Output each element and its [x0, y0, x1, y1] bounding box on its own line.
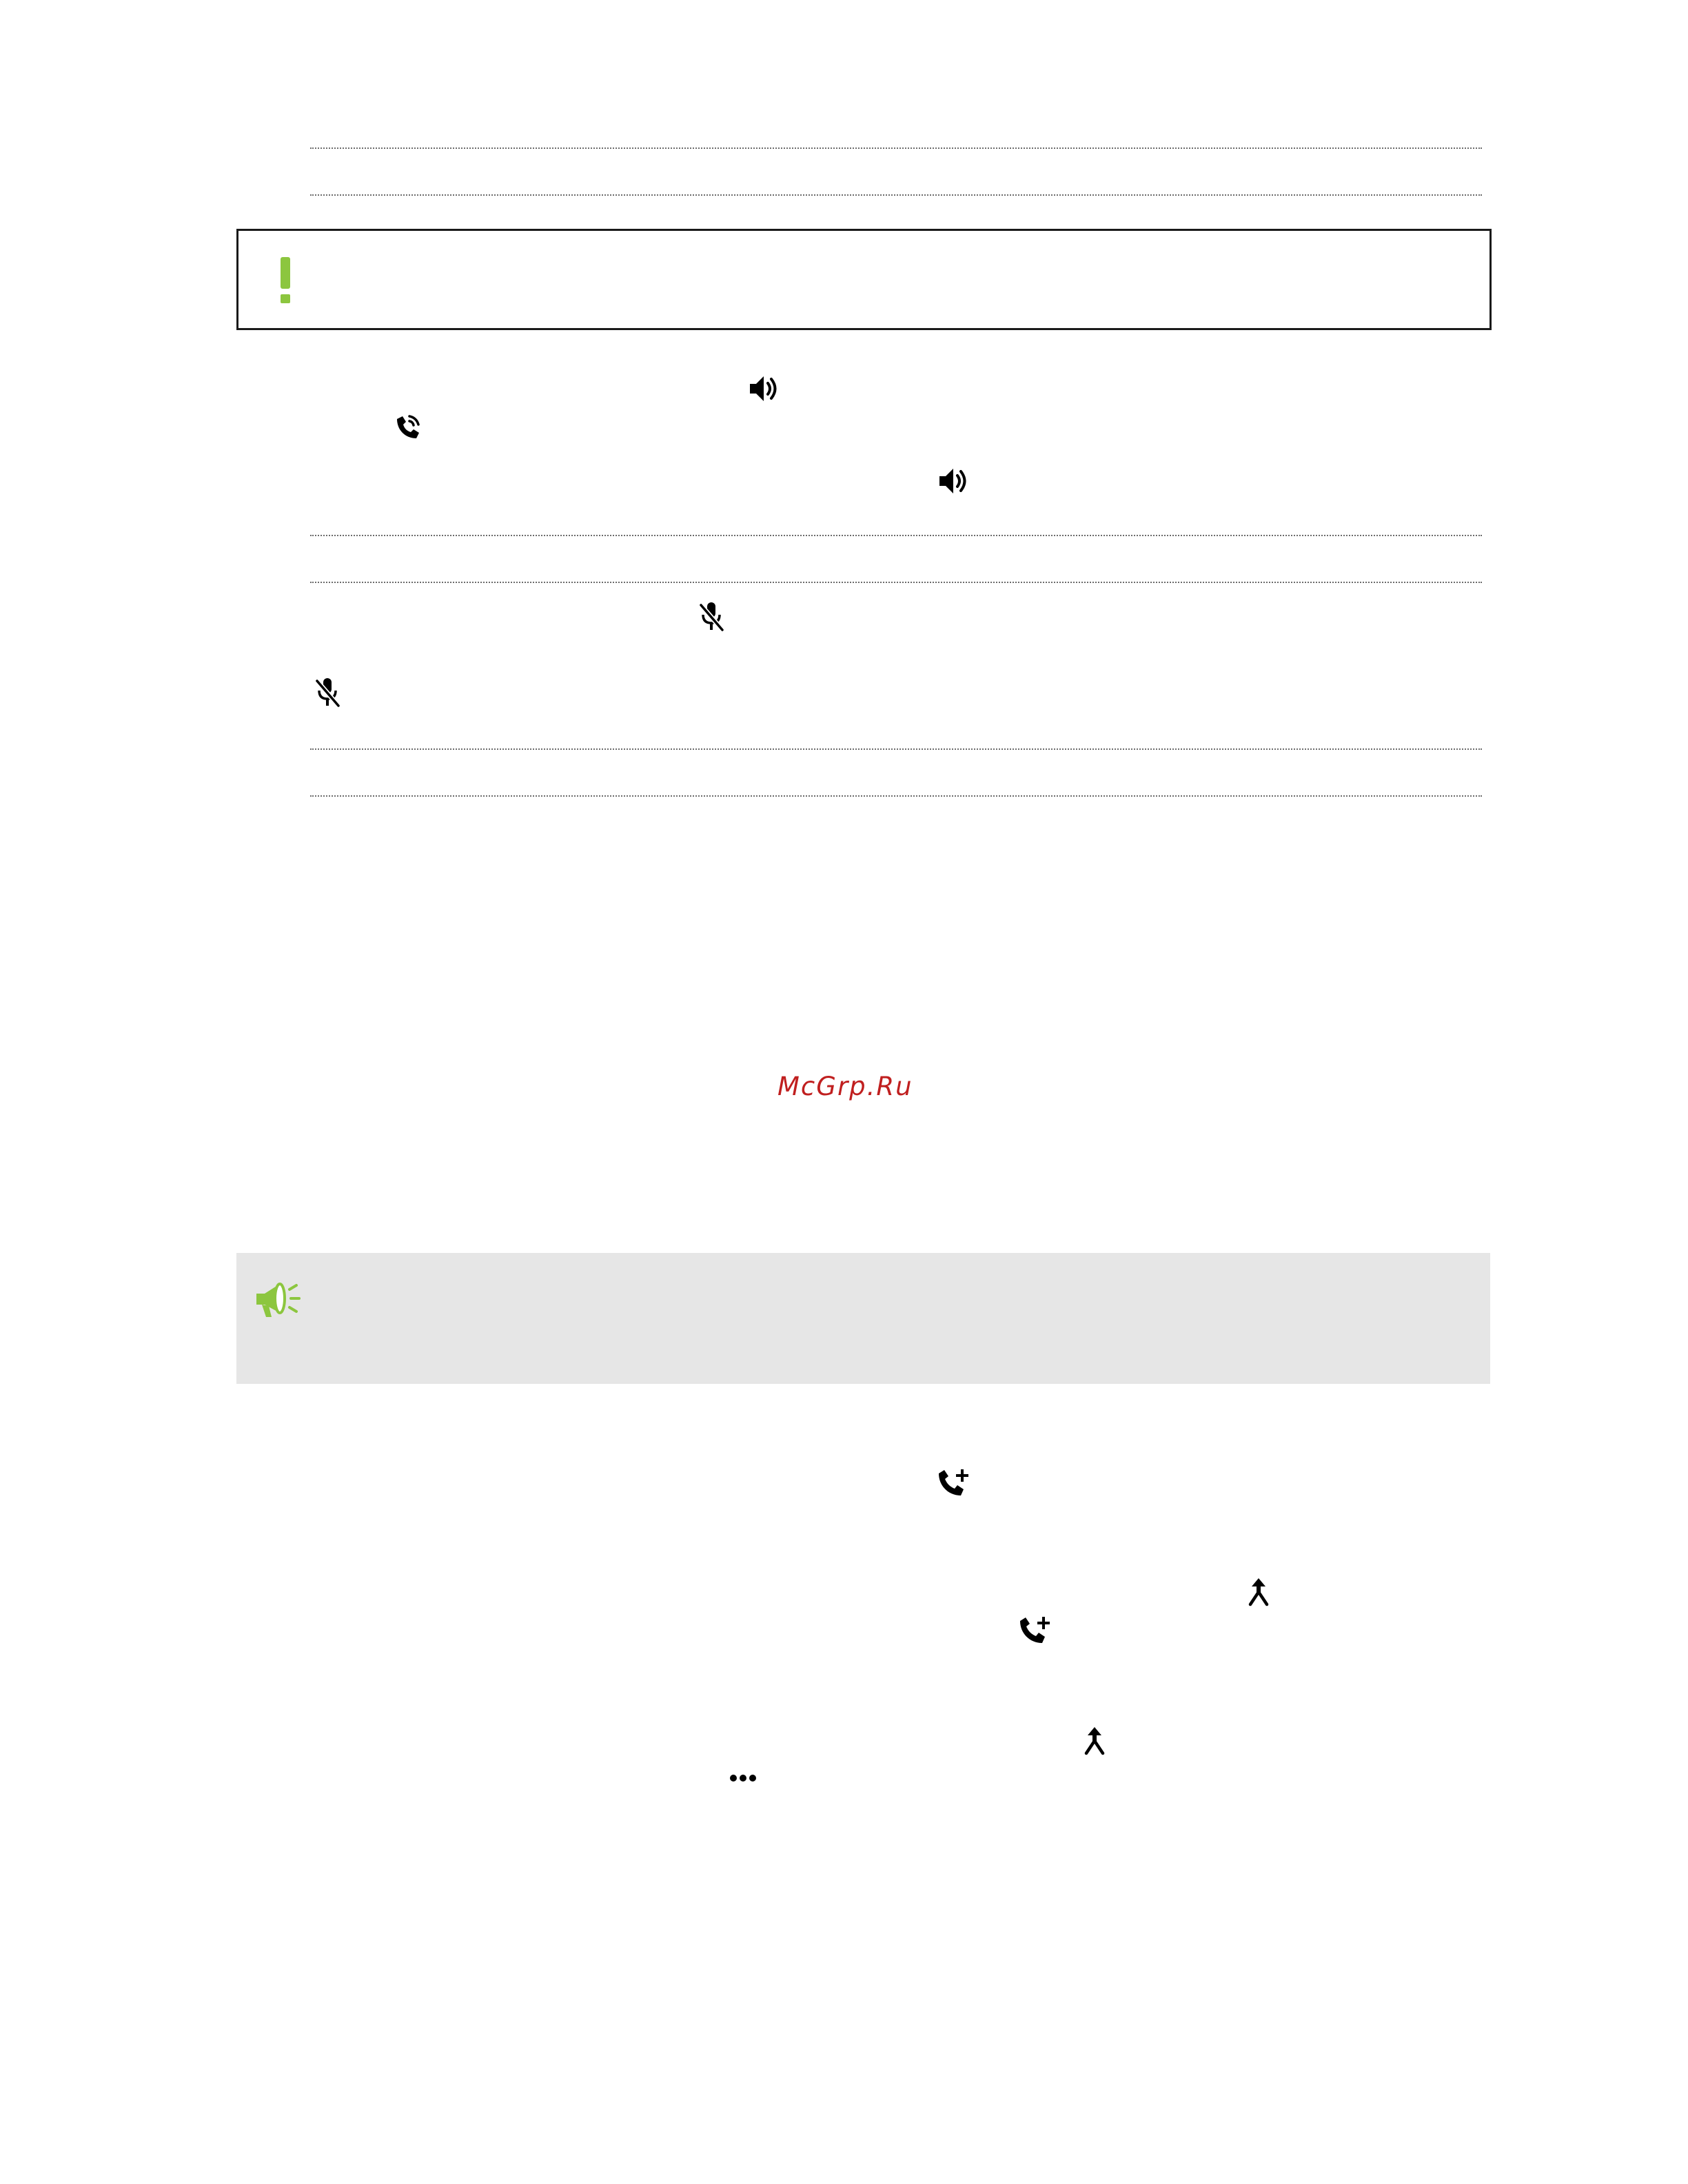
exclamation-icon — [277, 257, 294, 304]
merge-call-icon — [1081, 1726, 1108, 1757]
tip-callout — [236, 1253, 1490, 1384]
divider — [310, 582, 1482, 583]
more-icon — [729, 1773, 757, 1784]
megaphone-icon — [254, 1277, 303, 1324]
speaker-icon — [749, 374, 782, 404]
mic-off-icon — [314, 677, 341, 710]
mic-off-icon — [698, 601, 725, 634]
divider — [310, 748, 1482, 750]
divider — [310, 535, 1482, 536]
phone-ringing-icon — [393, 412, 423, 442]
add-call-icon — [1017, 1614, 1052, 1649]
warning-callout — [236, 229, 1492, 330]
speaker-icon — [938, 466, 971, 496]
divider — [310, 795, 1482, 797]
watermark-text: McGrp.Ru — [777, 1072, 913, 1101]
merge-call-icon — [1245, 1577, 1272, 1609]
divider — [310, 194, 1482, 196]
divider — [310, 147, 1482, 149]
add-call-icon — [936, 1467, 970, 1501]
